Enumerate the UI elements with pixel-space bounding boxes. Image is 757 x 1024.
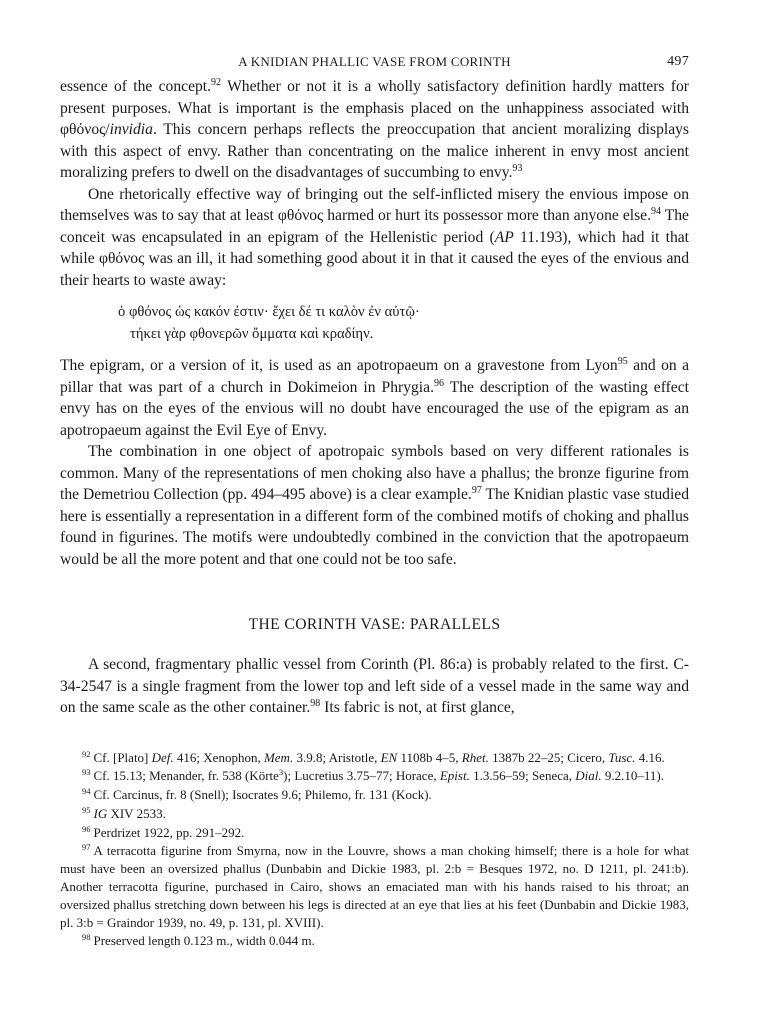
citation-abbrev: Dial.	[575, 768, 602, 784]
citation-abbrev: Rhet.	[461, 749, 489, 765]
paragraph-1	[60, 76, 689, 184]
citation-abbrev: AP	[494, 228, 514, 246]
text-run: 4.16.	[635, 749, 665, 765]
text-run: A second, fragmentary phallic vessel from Corinth (Pl. 86:a) is probably related to the first. C-34-2547 is a single fragment from the lower top and left side of a vessel made in the same way and on the same scale as the other container.	[60, 656, 689, 716]
text-run: Preserved length 0.123 m., width 0.044 m.	[93, 933, 315, 949]
body-text	[60, 76, 689, 719]
text-run: The epigram, or a version of it, is used as an apotropaeum on a gravestone from Lyon	[60, 357, 618, 374]
footnote-number: 96	[82, 823, 91, 834]
text-run: 416; Xenophon,	[173, 749, 264, 765]
text-run: 11.193), which had it that while	[60, 228, 689, 267]
page-number: 497	[667, 54, 689, 69]
footnote-number: 93	[82, 767, 91, 778]
footnote-92	[60, 749, 689, 767]
text-run: and on a pillar that was part of a church in Dokimeion in Phrygia.	[60, 357, 690, 396]
text-run: Cf. 15.13; Menander, fr. 538 (Körte	[93, 768, 279, 784]
greek-epigram	[118, 301, 689, 345]
footnotes	[60, 749, 689, 951]
text-run: was an ill, it had something good about it in that it caused the eyes of the envious and their hearts to waste away:	[60, 250, 689, 289]
text-run: The Knidian plastic vase studied here is essentially a representation in a different form of the combined motifs of choking and phallus found in figurines. The motifs were undoubtedly combined in the conviction that the apotropaeum would be all the more potent and that one could not be too safe.	[60, 486, 689, 568]
text-run: The description of the wasting effect envy has on the eyes of the envious will no doubt have encouraged the use of the epigram as an apotropaeum against the Evil Eye of Envy.	[60, 378, 689, 439]
edition-superscript: 3	[278, 767, 284, 778]
footnote-number: 97	[82, 842, 91, 853]
text-run: 9.2.10–11).	[601, 768, 664, 784]
latin-word: invidia	[109, 121, 153, 138]
citation-abbrev: Def.	[151, 749, 174, 765]
footnote-ref-95[interactable]: 95	[617, 356, 628, 367]
footnote-number: 94	[82, 786, 91, 797]
footnote-93	[60, 767, 689, 785]
text-run: . This concern perhaps reflects the preoccupation that ancient moralizing displays with this aspect of envy. Rather than concentrating on the malice inherent in envy most ancient moralizing prefers to dwell on the disadvantages of succumbing to envy.	[60, 121, 689, 181]
footnote-96	[60, 824, 689, 842]
text-run: Whether or not it is a wholly satisfactory definition hardly matters for present purposes. What is important is the emphasis placed on the unhappiness associated with	[60, 78, 689, 117]
text-run: Cf. Carcinus, fr. 8 (Snell); Isocrates 9.6; Philemo, fr. 131 (Kock).	[93, 787, 432, 803]
footnote-97	[60, 842, 689, 931]
running-head	[60, 54, 689, 76]
greek-word: φθόνος	[277, 207, 324, 224]
footnote-ref-94[interactable]: 94	[650, 206, 661, 217]
text-run: essence of the concept.	[60, 78, 212, 95]
footnote-number: 98	[82, 932, 91, 943]
running-title: A KNIDIAN PHALLIC VASE FROM CORINTH	[238, 54, 511, 69]
citation-abbrev: Epist.	[439, 768, 470, 784]
text-run: 1.3.56–59; Seneca,	[469, 768, 576, 784]
footnote-95	[60, 805, 689, 823]
citation-abbrev: EN	[380, 749, 398, 765]
text-run: 3.9.8; Aristotle,	[293, 749, 381, 765]
text-run: 1387b 22–25; Cicero,	[488, 749, 609, 765]
footnote-number: 92	[82, 748, 91, 759]
paragraph-5	[60, 654, 689, 719]
paragraph-3	[60, 355, 689, 441]
greek-word: φθόνος/	[60, 121, 110, 138]
epigram-line-1: ὁ φθόνος ὡς κακόν ἐστιν· ἔχει δέ τι καλὸν ἐν αὐτῷ·	[118, 304, 420, 320]
footnote-ref-96[interactable]: 96	[433, 377, 444, 389]
section-heading: THE CORINTH VASE: PARALLELS	[248, 616, 501, 633]
text-run: ); Lucretius 3.75–77; Horace,	[283, 768, 440, 784]
epigram-line-2: τήκει γὰρ φθονερῶν ὄμματα καὶ κραδίην.	[130, 326, 374, 342]
text-run: One rhetorically effective way of bringing out the self-inflicted misery the envious impose on themselves was to say that at least	[60, 185, 689, 224]
text-run: XIV 2533.	[107, 805, 166, 821]
text-run: The conceit was encapsulated in an epigram of the Hellenistic period (	[60, 207, 689, 246]
citation-abbrev: Mem.	[263, 749, 294, 765]
paragraph-2	[60, 184, 689, 292]
text-run: A terracotta figurine from Smyrna, now in the Louvre, shows a man choking himself; there is a hole for what must have been an oversized phallus (Dunbabin and Dickie 1983, pl. 2:b = Besques 1972, no. D 1211, pl. 241:b). Another terracotta figurine, purchased in Cairo, shows an emaciated man with his hands raised to his throat; an oversized phallus stretching down between his legs is directed at an eye that lies at his feet (Dunbabin and Dickie 1983, pl. 3:b = Graindor 1939, no. 49, p. 131, pl. XVIII).	[60, 843, 689, 930]
citation-abbrev: IG	[93, 805, 108, 821]
greek-word: φθόνος	[98, 250, 145, 267]
footnote-number: 95	[82, 804, 91, 815]
citation-abbrev: Tusc.	[608, 749, 636, 765]
footnote-ref-98[interactable]: 98	[310, 698, 321, 709]
footnote-94	[60, 786, 689, 804]
footnote-98	[60, 932, 689, 950]
text-run: Cf. [Plato]	[93, 749, 152, 765]
footnote-ref-97[interactable]: 97	[471, 485, 482, 496]
text-run: Perdrizet 1922, pp. 291–292.	[93, 824, 245, 840]
footnote-ref-92[interactable]: 92	[211, 77, 222, 88]
text-run: Its fabric is not, at first glance,	[320, 699, 515, 716]
text-run: 1108b 4–5,	[397, 749, 462, 765]
text-run: The combination in one object of apotropaic symbols based on very different rationales is common. Many of the representations of men choking also have a phallus; the bronze figurine from the Demetriou Collection (pp. 494–495 above) is a clear example.	[60, 443, 689, 503]
paragraph-4	[60, 441, 689, 570]
footnote-ref-93[interactable]: 93	[512, 163, 523, 174]
text-run: harmed or hurt its possessor more than anyone else.	[323, 207, 651, 224]
